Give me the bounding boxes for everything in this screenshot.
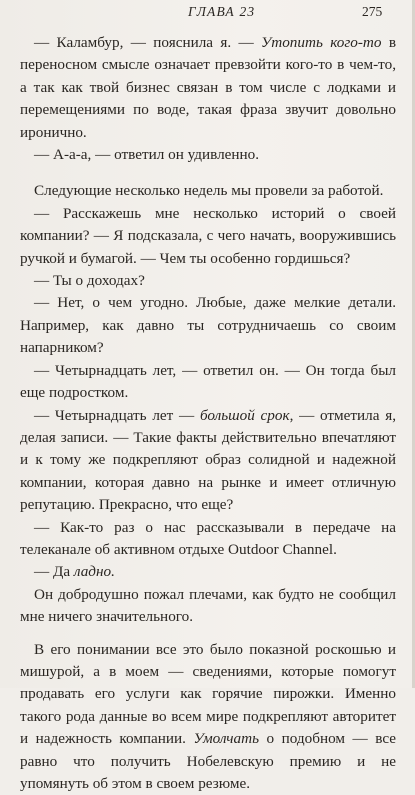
paragraph-8: — Четырнадцать лет — большой срок, — отметила я, делая записи. — Такие факты действительно впечатляют и к тому же подкрепляют образ солидной и надежной компании, которая давно на рынке и имеет отличную репутацию. Прекрасно, что еще? [20, 406, 396, 514]
paragraph-4: — Расскажешь мне несколько историй о своей компании? — Я подсказала, с чего начать, вооружившись ручкой и бумагой. — Чем ты особенно гордишься? [20, 204, 396, 267]
paragraph-10: — Да ладно. [34, 563, 115, 581]
paragraph-5: — Ты о доходах? [34, 272, 145, 290]
paragraph-9: — Как-то раз о нас рассказывали в передаче на телеканале об активном отдыхе Outdoor Channel. [20, 518, 396, 558]
paragraph-1: — Каламбур, — пояснила я. — Утопить кого-то в переносном смысле означает превзойти кого-то в чем-то, а так как твой бизнес связан в том числе с лодками и перемещениями по воде, такая фраза звучит довольно иронично. [20, 34, 397, 141]
paragraph-7: — Четырнадцать лет, — ответил он. — Он тогда был еще подростком. [20, 361, 396, 402]
paragraph-2: — А-а-а, — ответил он удивленно. [34, 146, 260, 164]
paragraph-12: В его понимании все это было показной роскошью и мишурой, а в моем — сведениями, которые помогут продавать его услуги как горячие пирожки. Именно такого рода данные во всем мире подкрепляют авторитет и надежность компании. Умолчать о подобном — все равно что получить Нобелевскую премию и не упомянуть об этом в своем резюме. [20, 640, 397, 792]
chapter-title: ГЛАВА 23 [188, 4, 256, 19]
paragraph-3: Следующие несколько недель мы провели за работой. [34, 182, 384, 200]
body-text [20, 32, 396, 795]
paragraph-6: — Нет, о чем угодно. Любые, даже мелкие детали. Например, как давно ты сотрудничаешь со своим напарником? [20, 294, 396, 357]
paragraph-11: Он добродушно пожал плечами, как будто не сообщил мне ничего значительного. [20, 585, 396, 626]
running-head [0, 4, 415, 24]
page-number: 275 [362, 4, 383, 19]
